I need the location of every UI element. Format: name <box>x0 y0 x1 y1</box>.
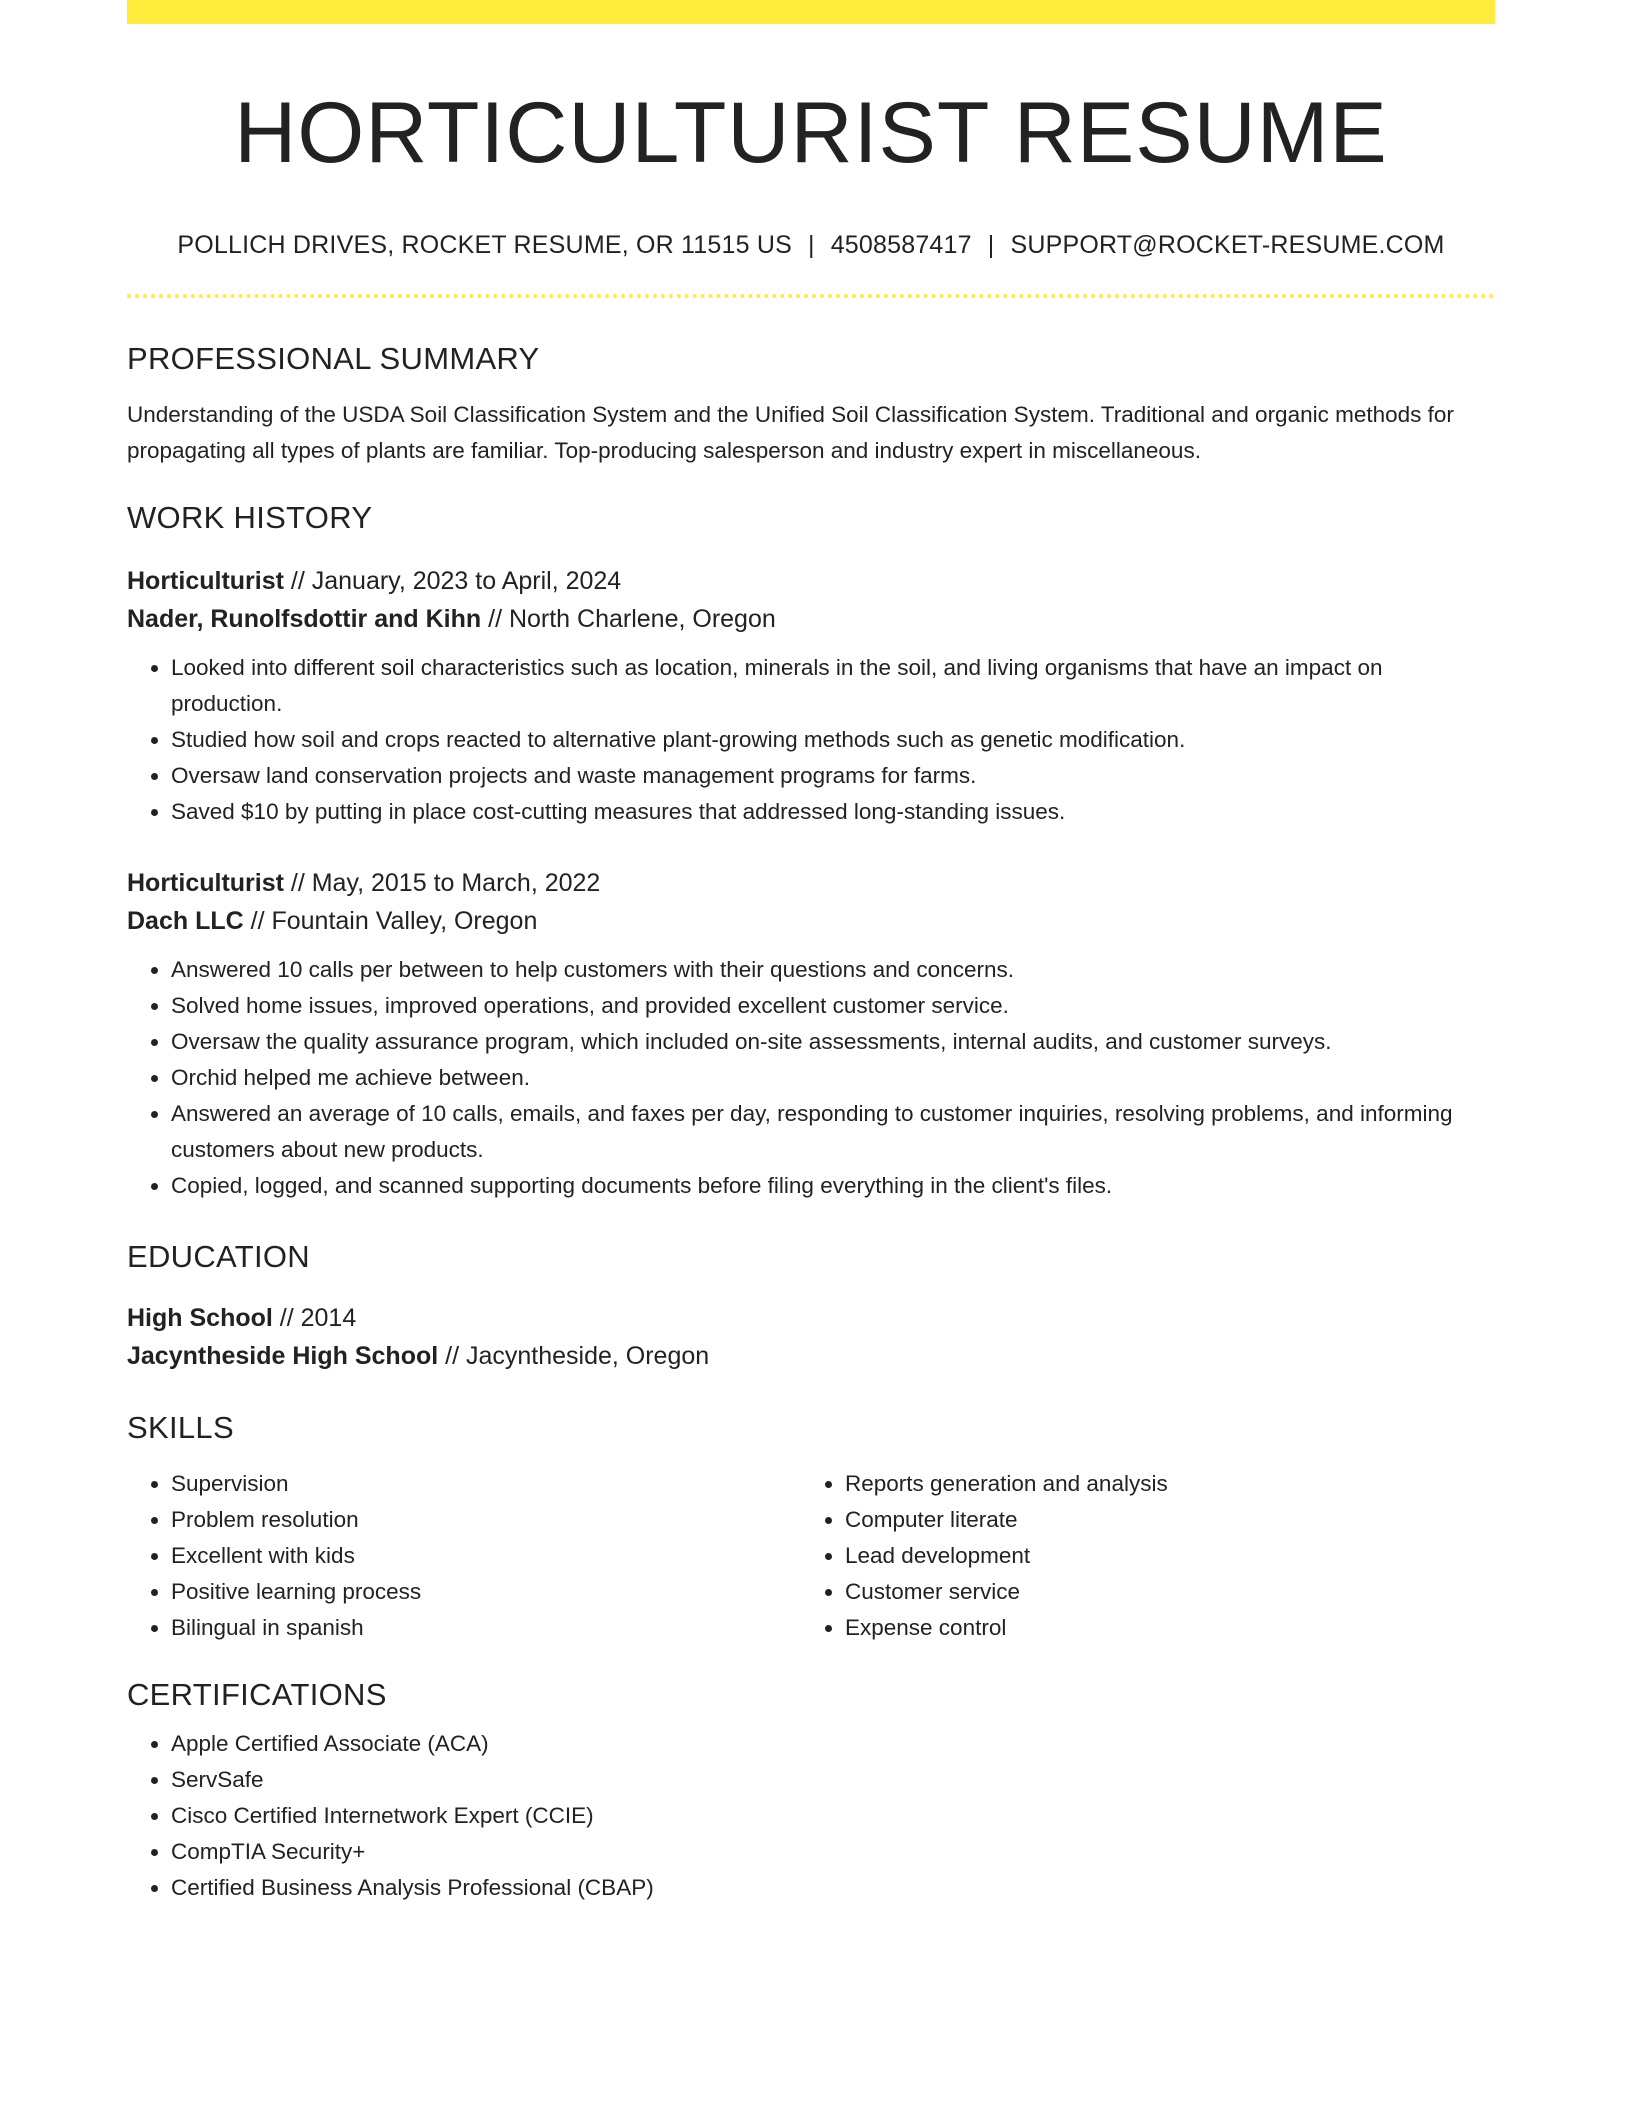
job-entry <box>127 562 1495 830</box>
education-year: // 2014 <box>272 1304 357 1333</box>
contact-line <box>127 229 1495 262</box>
job-bullet: • Answered an average of 10 calls, emails, and faxes per day, responding to customer inquiries, resolving problems, and informing customers about new products. <box>171 1096 1495 1168</box>
skills-list <box>801 1466 1475 1646</box>
job-bullet: • Orchid helped me achieve between. <box>171 1060 1495 1096</box>
certifications-heading: CERTIFICATIONS <box>127 1677 387 1713</box>
job-title: Horticulturist <box>127 567 284 596</box>
skill-item: • Excellent with kids <box>171 1538 801 1574</box>
job-bullet: • Solved home issues, improved operations, and provided excellent customer service. <box>171 988 1495 1024</box>
accent-bar <box>127 0 1495 24</box>
certifications-list <box>127 1726 1495 1906</box>
job-location: // Fountain Valley, Oregon <box>243 907 538 936</box>
job-location: // North Charlene, Oregon <box>481 605 776 634</box>
job-dates: // January, 2023 to April, 2024 <box>283 567 622 596</box>
skill-item: • Problem resolution <box>171 1502 801 1538</box>
job-dates: // May, 2015 to March, 2022 <box>283 869 601 898</box>
contact-separator: | <box>808 231 815 260</box>
work-history-heading: WORK HISTORY <box>127 499 373 535</box>
skill-item: • Customer service <box>845 1574 1475 1610</box>
education-location: // Jacyntheside, Oregon <box>438 1342 710 1371</box>
certification-item: • CompTIA Security+ <box>171 1834 1495 1870</box>
skill-item: • Bilingual in spanish <box>171 1610 801 1646</box>
skills-column-left <box>127 1466 801 1646</box>
job-entry <box>127 864 1495 1204</box>
job-bullets <box>127 952 1495 1204</box>
job-company-line <box>127 600 1495 638</box>
job-bullet: • Oversaw the quality assurance program, which included on-site assessments, internal audits, and customer surveys. <box>171 1024 1495 1060</box>
job-bullet: • Answered 10 calls per between to help customers with their questions and concerns. <box>171 952 1495 988</box>
contact-separator: | <box>987 231 995 260</box>
resume-title: HORTICULTURIST RESUME <box>234 85 1388 181</box>
skill-item: • Expense control <box>845 1610 1475 1646</box>
skills-heading: SKILLS <box>127 1410 234 1446</box>
education-entry <box>127 1299 1495 1375</box>
skill-item: • Computer literate <box>845 1502 1475 1538</box>
contact-phone: 4508587417 <box>830 231 972 260</box>
skill-item: • Reports generation and analysis <box>845 1466 1475 1502</box>
certification-item: • ServSafe <box>171 1762 1495 1798</box>
job-bullet: • Copied, logged, and scanned supporting documents before filing everything in the client's files. <box>171 1168 1495 1204</box>
job-bullet: • Looked into different soil characteristics such as location, minerals in the soil, and living organisms that have an impact on production. <box>171 650 1495 722</box>
job-bullet: • Studied how soil and crops reacted to alternative plant-growing methods such as genetic modification. <box>171 722 1495 758</box>
skills-grid <box>127 1466 1495 1646</box>
skills-column-right <box>801 1466 1475 1646</box>
job-bullets <box>127 650 1495 830</box>
job-title: Horticulturist <box>127 869 284 898</box>
education-school: Jacyntheside High School <box>127 1342 439 1371</box>
certification-item: • Certified Business Analysis Professional (CBAP) <box>171 1870 1495 1906</box>
contact-address: POLLICH DRIVES, ROCKET RESUME, OR 11515 US <box>177 231 792 260</box>
certification-item: • Cisco Certified Internetwork Expert (CCIE) <box>171 1798 1495 1834</box>
skill-item: • Supervision <box>171 1466 801 1502</box>
job-company: Dach LLC <box>127 907 244 936</box>
job-company-line <box>127 902 1495 940</box>
education-school-line <box>127 1337 1495 1375</box>
resume-page <box>127 0 1495 1906</box>
skills-list <box>127 1466 801 1646</box>
dotted-divider <box>127 294 1495 298</box>
education-heading: EDUCATION <box>127 1239 310 1275</box>
skill-item: • Lead development <box>845 1538 1475 1574</box>
education-degree: High School <box>127 1304 273 1333</box>
job-company: Nader, Runolfsdottir and Kihn <box>127 605 482 634</box>
education-degree-line <box>127 1299 1495 1337</box>
contact-email: SUPPORT@ROCKET-RESUME.COM <box>1010 231 1445 260</box>
summary-heading: PROFESSIONAL SUMMARY <box>127 340 540 376</box>
job-title-line <box>127 864 1495 902</box>
job-title-line <box>127 562 1495 600</box>
job-bullet: • Saved $10 by putting in place cost-cutting measures that addressed long-standing issues. <box>171 794 1495 830</box>
job-bullet: • Oversaw land conservation projects and waste management programs for farms. <box>171 758 1495 794</box>
certification-item: • Apple Certified Associate (ACA) <box>171 1726 1495 1762</box>
summary-text: Understanding of the USDA Soil Classification System and the Unified Soil Classification System. Traditional and organic methods for propagating all types of plants are familiar. Top-producing salesperson and industry expert in miscellaneous. <box>127 401 1454 463</box>
skill-item: • Positive learning process <box>171 1574 801 1610</box>
